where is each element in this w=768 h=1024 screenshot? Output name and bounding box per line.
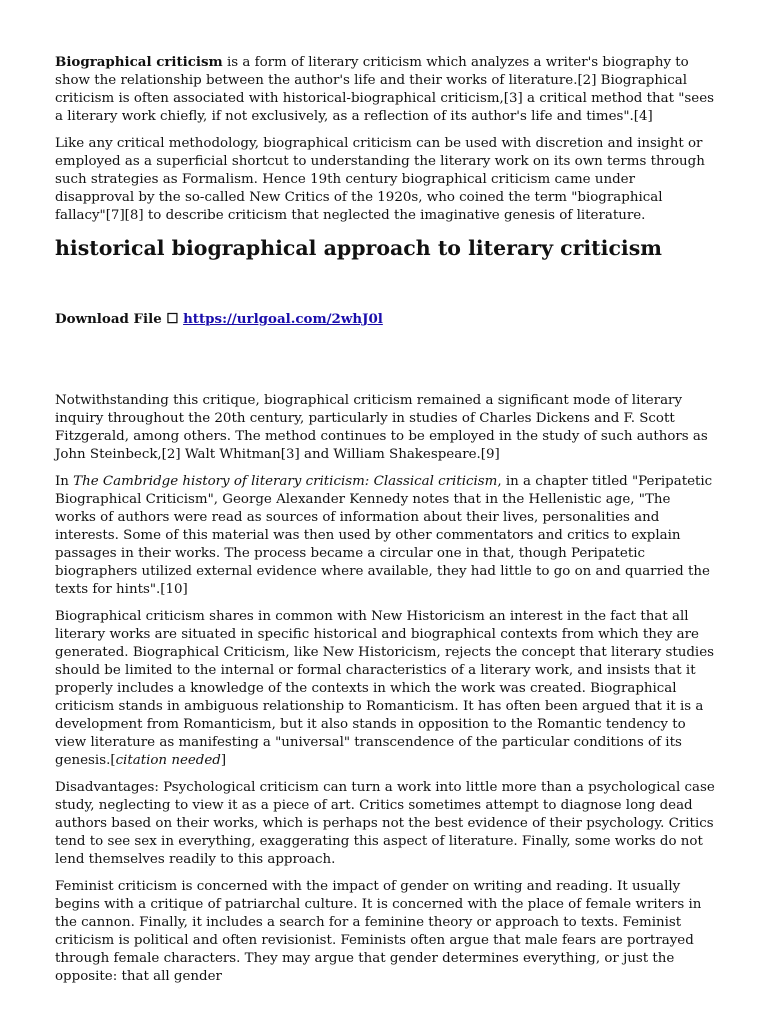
cambridge-post: , in a chapter titled "Peripatetic Biographical Criticism", George Alexander Kennedy notes that in the Hellenistic age, "The works of authors were read as sources of information about their lives, personalities and interests. Some of this material was then used by other commentators and critics to explain passages in their works. The process became a circular one in that, though Peripatetic biographers utilized external evidence where available, they had little to go on and quarried the texts for hints".[10]	[55, 474, 713, 597]
intro-paragraph	[55, 53, 715, 126]
download-label: Download File ☐	[55, 311, 184, 327]
book-title-italic: The Cambridge history of literary criticism: Classical criticism	[73, 474, 498, 489]
feminist-paragraph: Feminist criticism is concerned with the impact of gender on writing and reading. It usually begins with a critique of patriarchal culture. It is concerned with the place of female writers in the cannon. Finally, it includes a search for a feminine theory or approach to texts. Feminist criticism is political and often revisionist. Feminists often argue that male fears are portrayed through female characters. They may argue that gender determines everything, or just the opposite: that all gender	[55, 879, 702, 984]
document-body	[55, 53, 715, 995]
citation-needed: citation needed	[115, 753, 221, 768]
disadvantages-paragraph: Disadvantages: Psychological criticism can turn a work into little more than a psychological case study, neglecting to view it as a piece of art. Critics sometimes attempt to diagnose long dead authors based on their works, which is perhaps not the best evidence of their psychology. Critics tend to see sex in everything, exaggerating this aspect of literature. Finally, some works do not lend themselves readily to this approach.	[55, 780, 715, 867]
term-bold: Biographical criticism	[55, 54, 223, 70]
new-historicism-paragraph	[55, 608, 715, 770]
section-heading: historical biographical approach to literary criticism	[55, 236, 662, 260]
cambridge-paragraph	[55, 473, 715, 599]
download-line	[55, 310, 715, 328]
cambridge-pre: In	[55, 474, 74, 489]
intro-paragraph-text: is a form of literary criticism which analyzes a writer's biography to show the relationship between the author's life and their works of literature.[2] Biographical criticism is often associated with historical-biographical criticism,[3] a critical method that "sees a literary work chiefly, if not exclusively, as a reflection of its author's life and times".[4]	[55, 55, 715, 124]
new-historicism-text: Biographical criticism shares in common with New Historicism an interest in the fact that all literary works are situated in specific historical and biographical contexts from which they are generated. Biographical Criticism, like New Historicism, rejects the concept that literary studies should be limited to the internal or formal characteristics of a literary work, and insists that it properly includes a knowledge of the contexts in which the work was created. Biographical criticism stands in ambiguous relationship to Romanticism. It has often been argued that it is a development from Romanticism, but it also stands in opposition to the Romantic tendency to view literature as manifesting a "universal" transcendence of the particular conditions of its genesis.[	[55, 609, 715, 768]
methodology-paragraph: Like any critical methodology, biographical criticism can be used with discretion and insight or employed as a superficial shortcut to understanding the literary work on its own terms through such strategies as Formalism. Hence 19th century biographical criticism came under disapproval by the so-called New Critics of the 1920s, who coined the term "biographical fallacy"[7][8] to describe criticism that neglected the imaginative genesis of literature.	[55, 136, 705, 223]
citation-close: ]	[220, 753, 227, 768]
download-link[interactable]: https://urlgoal.com/2whJ0l	[183, 311, 383, 327]
critique-paragraph: Notwithstanding this critique, biographical criticism remained a significant mode of literary inquiry throughout the 20th century, particularly in studies of Charles Dickens and F. Scott Fitzgerald, among others. The method continues to be employed in the study of such authors as John Steinbeck,[2] Walt Whitman[3] and William Shakespeare.[9]	[55, 393, 708, 462]
